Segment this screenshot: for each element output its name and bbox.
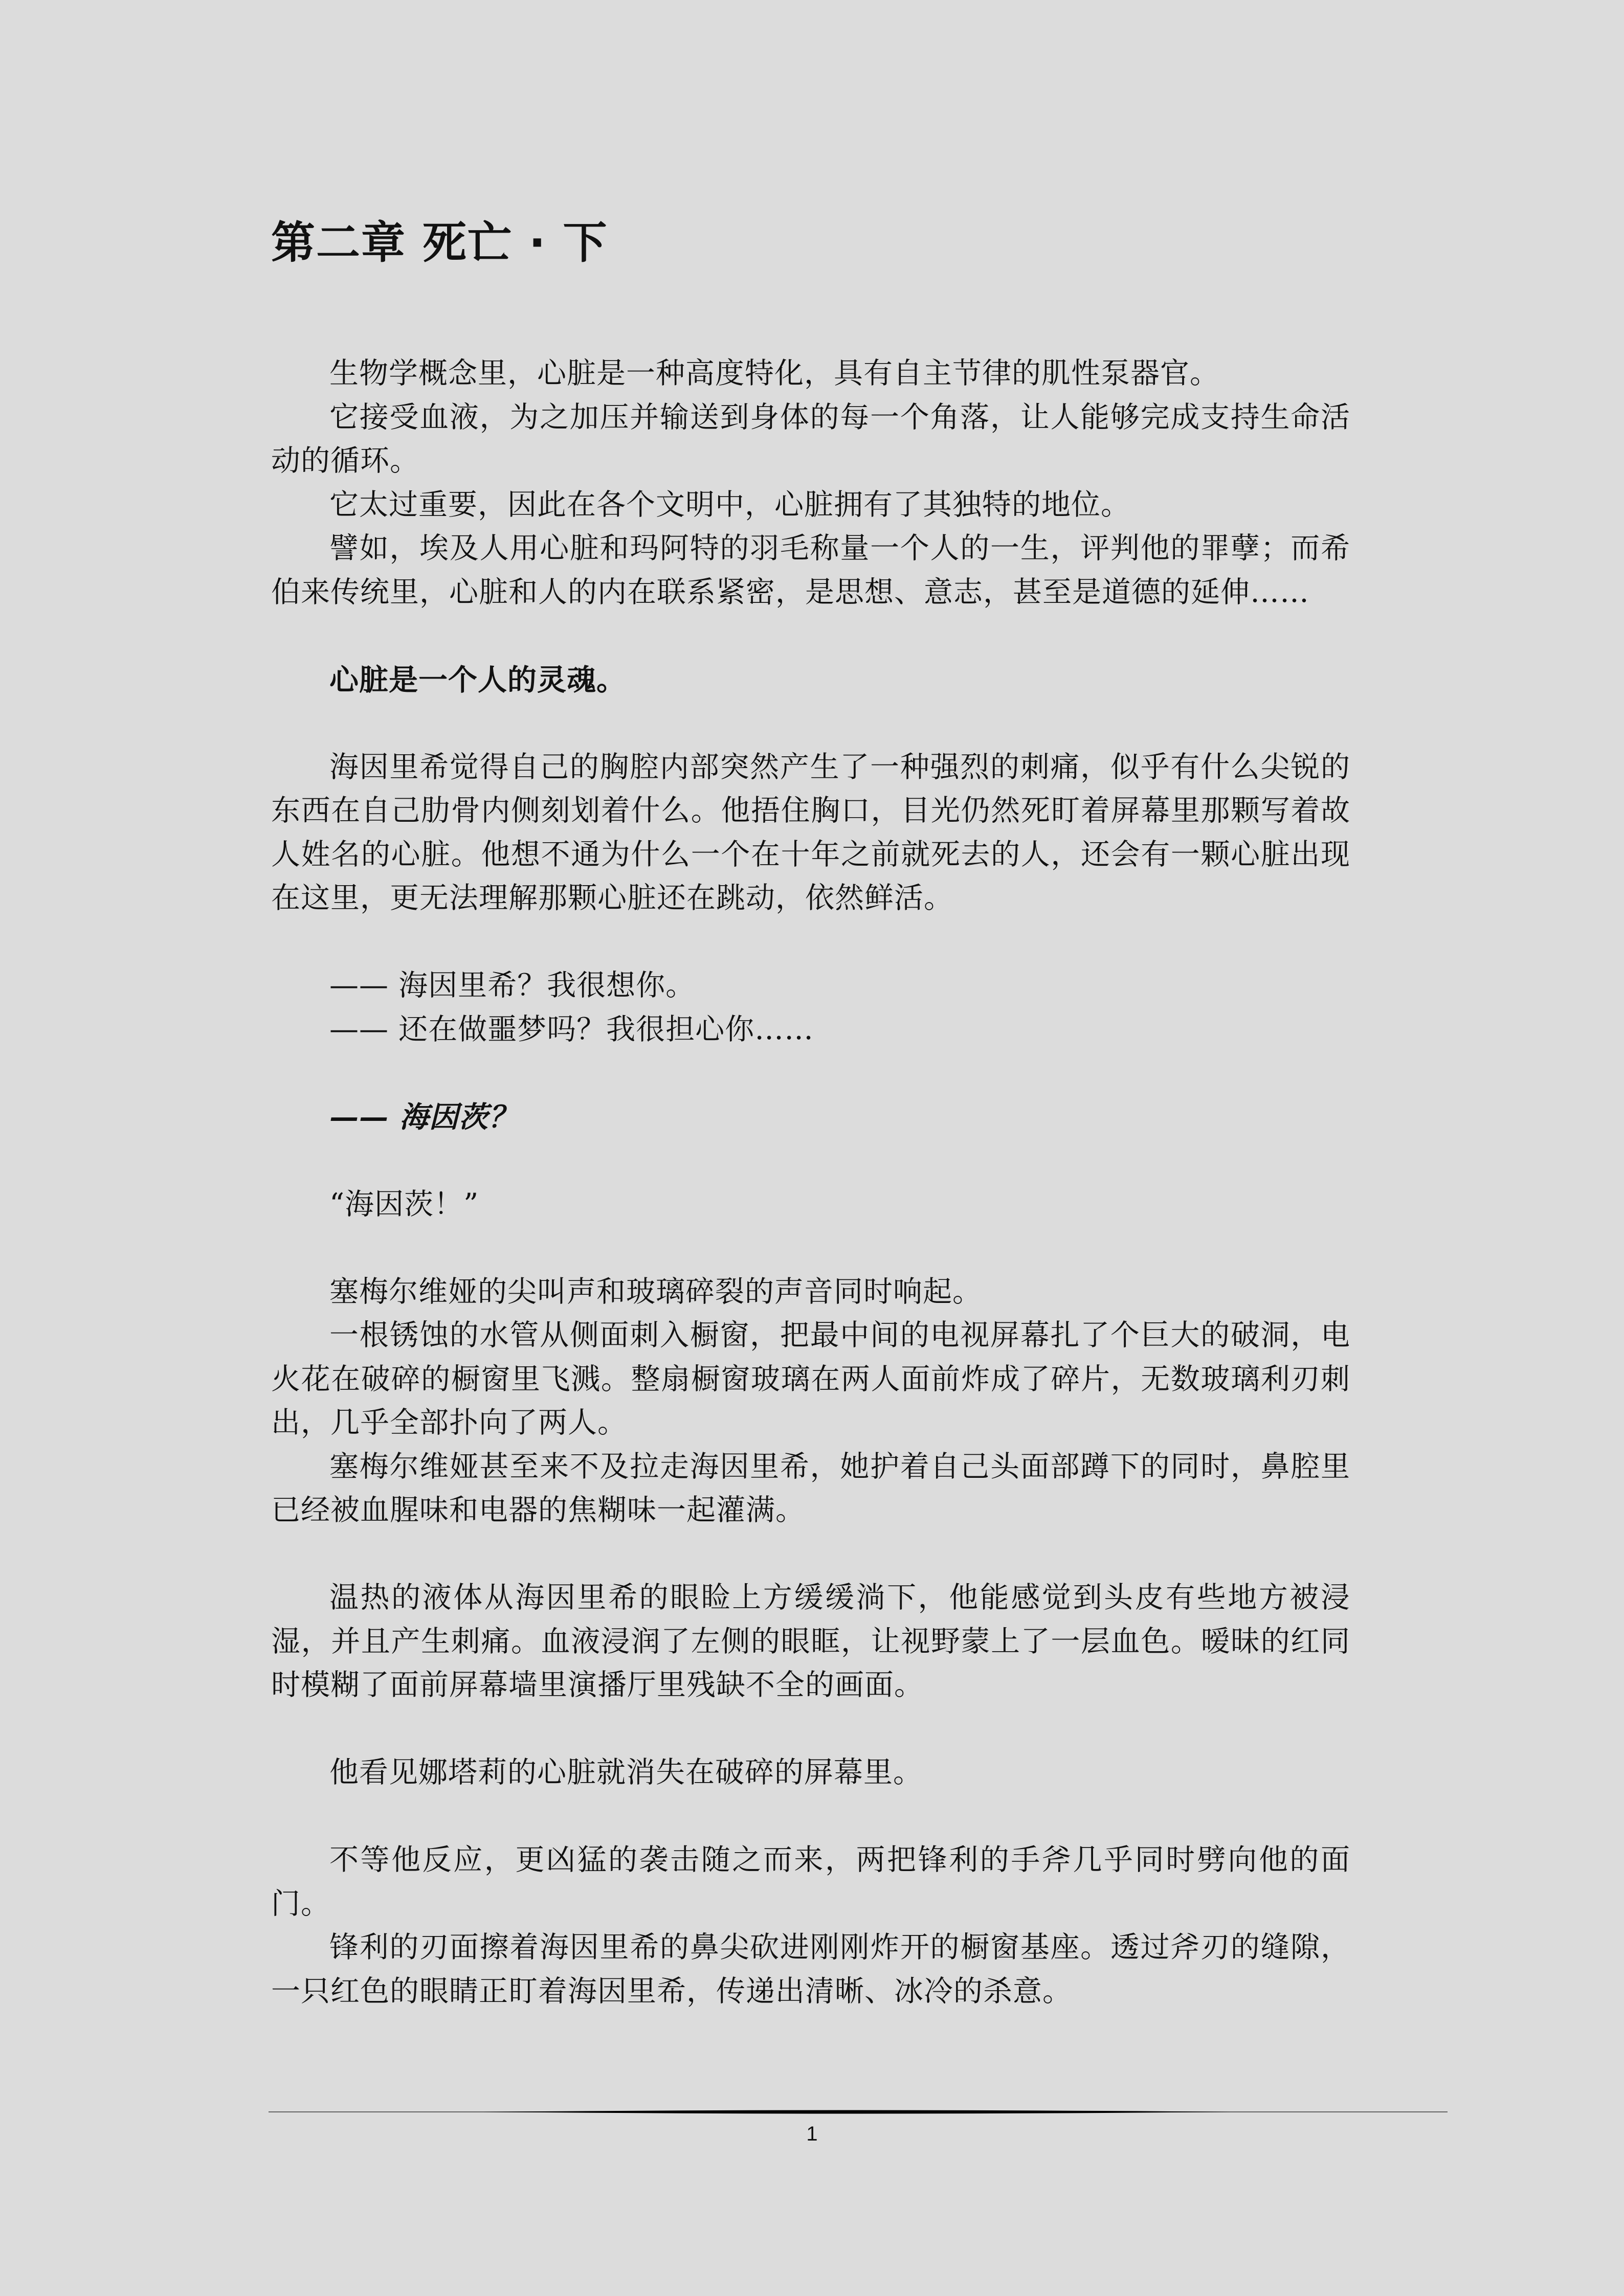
paragraph: 它太过重要，因此在各个文明中，心脏拥有了其独特的地位。 <box>329 487 1130 522</box>
page-number: 1 <box>806 2123 818 2145</box>
paragraph: 譬如，埃及人用心脏和玛阿特的羽毛称量一个人的一生，评判他的罪孽；而希伯来传统里，心脏和人的内在联系紧密，是思想、意志，甚至是道德的延伸…… <box>271 531 1350 609</box>
paragraph-gap <box>271 1707 1350 1751</box>
paragraph: 海因里希觉得自己的胸腔内部突然产生了一种强烈的刺痛，似乎有什么尖锐的东西在自己肋骨内侧刻划着什么。他捂住胸口，目光仍然死盯着屏幕里那颗写着故人姓名的心脏。他想不通为什么一个在十年之前就死去的人，还会有一颗心脏出现在这里，更无法理解那颗心脏还在跳动，依然鲜活。 <box>271 750 1350 915</box>
chapter-title: 第二章 死亡 · 下 <box>271 217 608 268</box>
paragraph-gap <box>271 1139 1350 1183</box>
paragraph-gap <box>271 702 1350 746</box>
paragraph: 塞梅尔维娅的尖叫声和玻璃碎裂的声音同时响起。 <box>329 1274 982 1309</box>
paragraph: 他看见娜塔莉的心脏就消失在破碎的屏幕里。 <box>329 1755 923 1789</box>
paragraph: 温热的液体从海因里希的眼睑上方缓缓淌下，他能感觉到头皮有些地方被浸湿，并且产生刺痛。血液浸润了左侧的眼眶，让视野蒙上了一层血色。暧昧的红同时模糊了面前屏幕墙里演播厅里残缺不全的画面。 <box>271 1581 1350 1702</box>
paragraph: 锋利的刃面擦着海因里希的鼻尖砍进刚刚炸开的橱窗基座。透过斧刃的缝隙，一只红色的眼睛正盯着海因里希，传递出清晰、冰冷的杀意。 <box>271 1930 1350 2008</box>
paragraph: 一根锈蚀的水管从侧面刺入橱窗，把最中间的电视屏幕扎了个巨大的破洞，电火花在破碎的橱窗里飞溅。整扇橱窗玻璃在两人面前炸成了碎片，无数玻璃利刃刺出，几乎全部扑向了两人。 <box>271 1318 1350 1439</box>
paragraph: 塞梅尔维娅甚至来不及拉走海因里希，她护着自己头面部蹲下的同时，鼻腔里已经被血腥味和电器的焦糊味一起灌满。 <box>271 1449 1350 1527</box>
footer-divider <box>269 2109 1448 2115</box>
paragraph: 生物学概念里，心脏是一种高度特化，具有自主节律的肌性泵器官。 <box>329 356 1219 390</box>
chapter-body <box>271 352 1350 2013</box>
paragraph-gap <box>271 1795 1350 1839</box>
paragraph-gap <box>271 920 1350 964</box>
paragraph-gap <box>271 1051 1350 1095</box>
dialogue-line: —— 还在做噩梦吗？我很担心你…… <box>329 1012 814 1046</box>
emphasis-line: 心脏是一个人的灵魂。 <box>329 662 626 697</box>
dialogue-line: “海因茨！” <box>329 1187 479 1221</box>
paragraph-gap <box>271 614 1350 658</box>
emphasis-dialogue-line: —— 海因茨？ <box>329 1099 518 1134</box>
paragraph-gap <box>271 1533 1350 1577</box>
paragraph: 不等他反应，更凶猛的袭击随之而来，两把锋利的手斧几乎同时劈向他的面门。 <box>271 1843 1350 1921</box>
paragraph: 它接受血液，为之加压并输送到身体的每一个角落，让人能够完成支持生命活动的循环。 <box>271 400 1350 478</box>
dialogue-line: —— 海因里希？我很想你。 <box>329 969 696 1002</box>
paragraph-gap <box>271 1226 1350 1270</box>
